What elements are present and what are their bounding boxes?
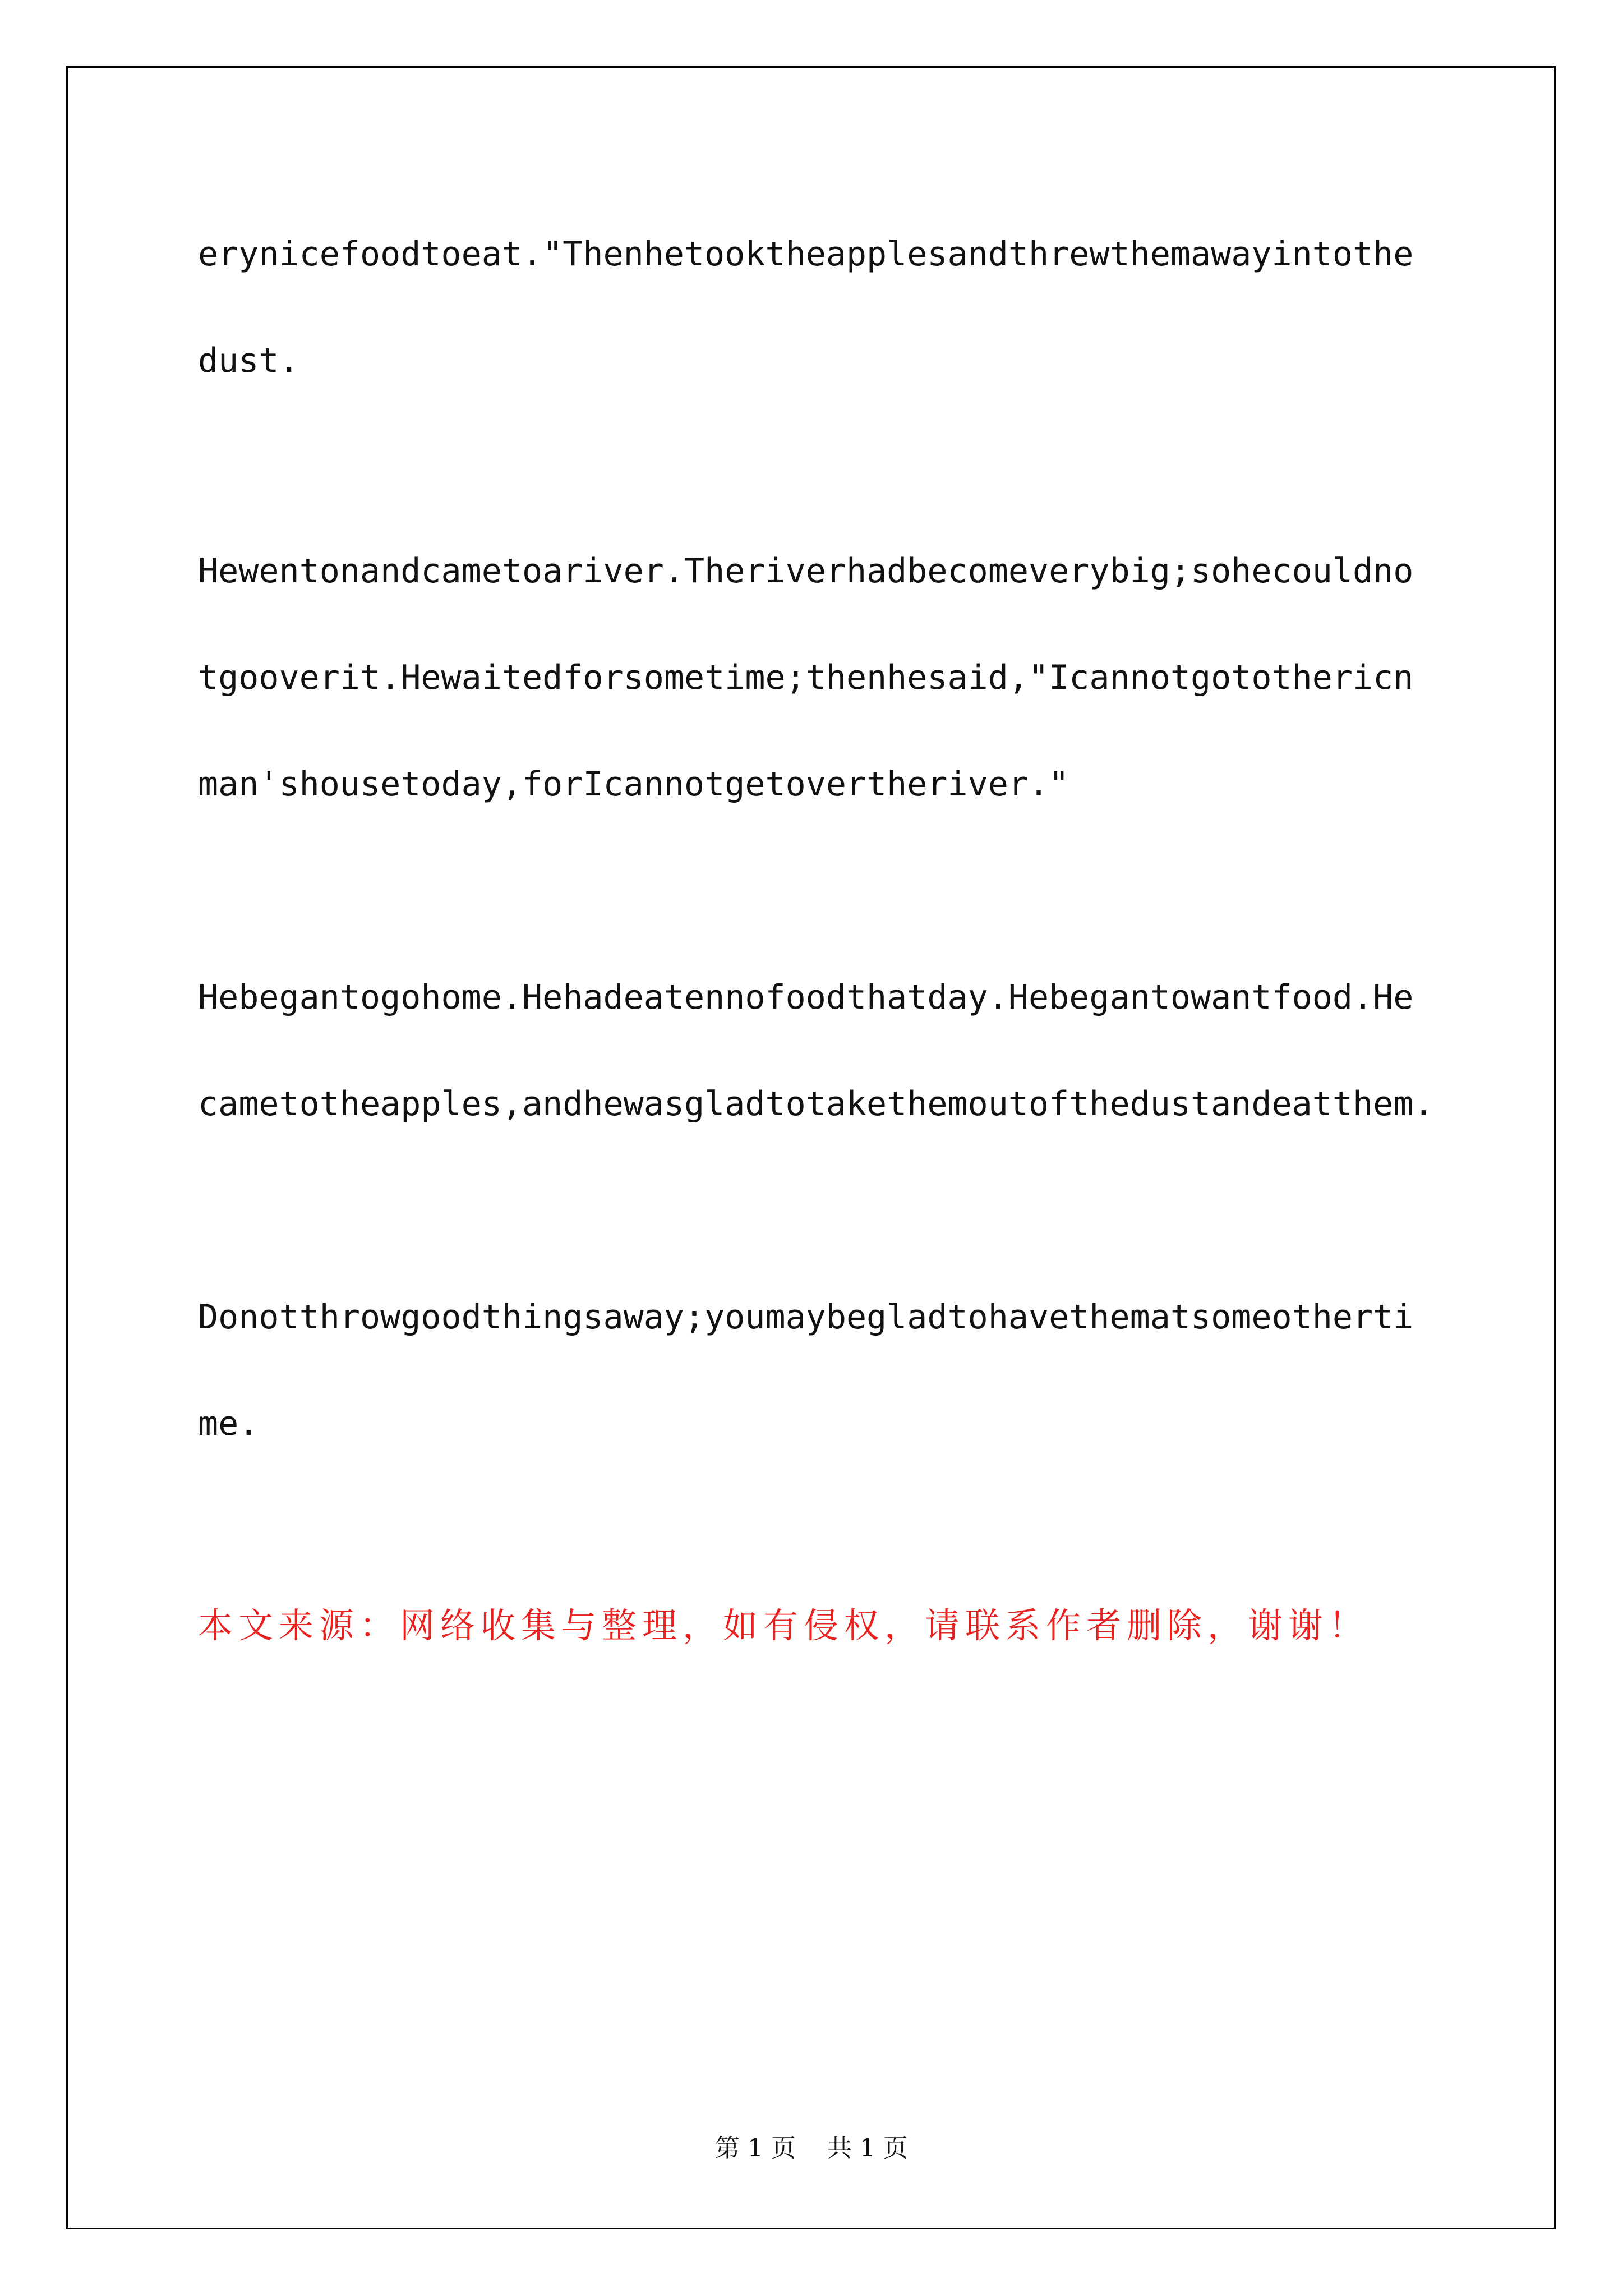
page-number-footer: 第 1 页 共 1 页 xyxy=(715,2134,908,2162)
source-notice: 本文来源：网络收集与整理，如有侵权，请联系作者删除，谢谢！ xyxy=(198,1605,1370,1646)
text-line: erynicefoodtoeat."Thenhetooktheapplesandthrewthemawayintothe xyxy=(198,234,1414,274)
text-line: tgooverit.Hewaitedforsometime;thenhesaid,"Icannotgotothericn xyxy=(198,658,1414,697)
text-line: me. xyxy=(198,1404,259,1443)
text-line: Hewentonandcametoariver.Theriverhadbecomeverybig;sohecouldno xyxy=(198,551,1414,591)
text-line: cametotheapples,andhewasgladtotakethemoutofthedustandeatthem. xyxy=(198,1084,1434,1124)
page-border xyxy=(66,66,1556,2229)
text-line: dust. xyxy=(198,341,299,380)
text-line: man'shousetoday,forIcannotgetovertheriver." xyxy=(198,765,1069,804)
text-line: Donotthrowgoodthingsaway;youmaybegladtohavethematsomeotherti xyxy=(198,1297,1414,1337)
text-line: Hebegantogohome.Hehadeatennofoodthatday.Hebegantowantfood.He xyxy=(198,978,1414,1017)
